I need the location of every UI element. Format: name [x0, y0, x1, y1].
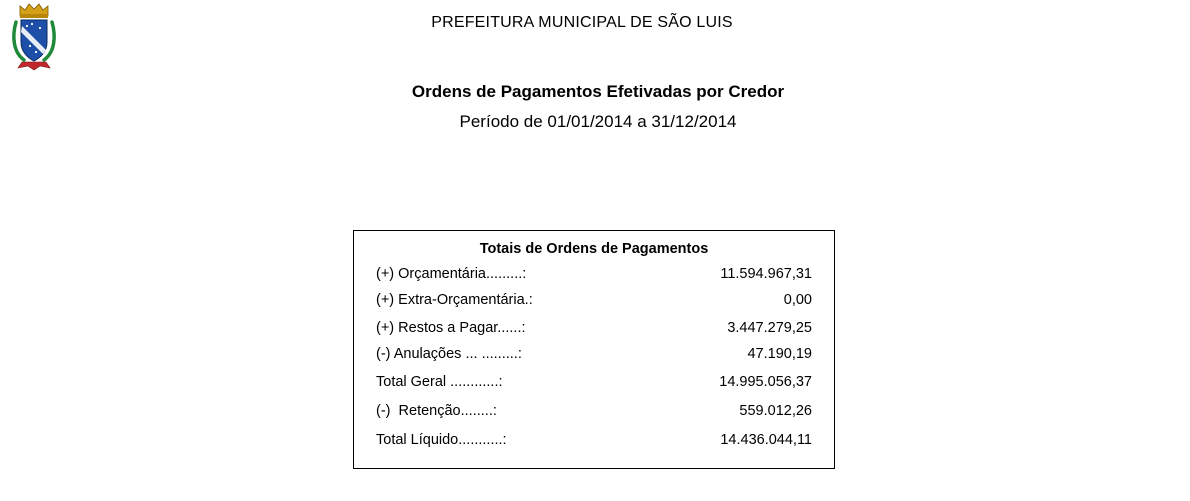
row-label: Total Líquido...........: — [376, 432, 507, 448]
row-label: Total Geral ............: — [376, 374, 503, 390]
totals-row-total-geral — [376, 374, 812, 394]
row-value: 559.012,26 — [739, 403, 812, 419]
report-period: Período de 01/01/2014 a 31/12/2014 — [459, 112, 737, 131]
row-label: (+) Orçamentária.........: — [376, 266, 527, 282]
row-value: 47.190,19 — [747, 346, 812, 362]
municipality-title: PREFEITURA MUNICIPAL DE SÃO LUIS — [431, 14, 733, 31]
row-label: (-) Retenção........: — [376, 403, 497, 419]
city-coat-of-arms — [10, 2, 58, 72]
row-value: 14.995.056,37 — [719, 374, 812, 390]
row-label: (-) Anulações ... .........: — [376, 346, 522, 362]
totals-row-orcamentaria — [376, 266, 812, 286]
row-value: 14.436.044,11 — [720, 432, 812, 448]
row-label: (+) Restos a Pagar......: — [376, 320, 526, 336]
row-value: 3.447.279,25 — [727, 320, 812, 336]
totals-box-title: Totais de Ordens de Pagamentos — [479, 241, 709, 257]
totals-row-restos-a-pagar — [376, 320, 812, 340]
row-value: 0,00 — [783, 292, 812, 308]
totals-row-total-liquido — [376, 432, 812, 452]
totals-row-extra-orcamentaria — [376, 292, 812, 312]
row-label: (+) Extra-Orçamentária.: — [376, 292, 533, 308]
totals-row-retencao — [376, 403, 812, 423]
totals-row-anulacoes — [376, 346, 812, 366]
row-value: 11.594.967,31 — [720, 266, 812, 282]
report-title: Ordens de Pagamentos Efetivadas por Credor — [411, 82, 785, 101]
totals-summary-box — [353, 230, 835, 469]
